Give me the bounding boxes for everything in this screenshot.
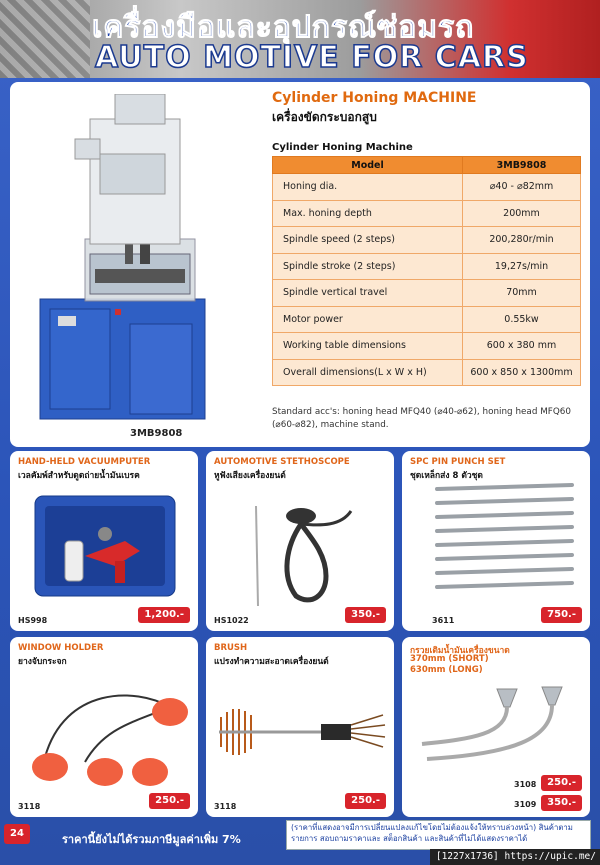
spec-row [273, 306, 581, 333]
vat-note: ราคานี้ยังไม่ได้รวมภาษีมูลค่าเพิ่ม 7% [62, 833, 241, 846]
spec-row [273, 227, 581, 254]
product-card-price: 1,200.- [138, 607, 190, 623]
price-disclaimer: (ราคาที่แสดงอาจมีการเปลี่ยนแปลงแก้ไขโดยไม่ต้องแจ้งให้ทราบล่วงหน้า) สินค้าตามรายการ สอบถามราคาและ สต็อกสินค้า และสินค้าที่ไม่ได้แสดงราคาได้ [286, 820, 591, 850]
spec-header-label: Model [273, 157, 463, 174]
product-card-thai: เวลคัมพ์สำหรับดูดถ่ายน้ำมันเบรค [18, 471, 140, 481]
product-card-title: กรวยเติมน้ำมันเครื่องขนาด [410, 646, 510, 656]
product-card-code: 3118 [214, 802, 237, 811]
product-card-code: 3611 [432, 616, 455, 625]
product-card-price: 250.- [541, 775, 582, 791]
spec-table [272, 156, 581, 386]
product-card-price: 250.- [149, 793, 190, 809]
product-card-brush [206, 637, 394, 817]
spec-value: 19,27s/min [463, 253, 581, 280]
spec-value: 70mm [463, 280, 581, 307]
image-credit: [1227x1736] https://upic.me/ [430, 849, 600, 865]
spec-label: Overall dimensions(L x W x H) [273, 359, 463, 386]
spec-label: Max. honing depth [273, 200, 463, 227]
vacuumputer-image [30, 486, 180, 606]
page-number: 24 [4, 824, 30, 844]
machine-model-code: 3MB9808 [130, 428, 183, 439]
oil-funnel-image [412, 679, 582, 764]
product-card-title: AUTOMOTIVE STETHOSCOPE [214, 457, 350, 467]
product-card-code: 3108 [514, 780, 537, 789]
product-card-window-holder [10, 637, 198, 817]
product-card-title: SPC PIN PUNCH SET [410, 457, 506, 467]
honing-machine-image [30, 94, 220, 424]
spec-row [273, 174, 581, 201]
product-card-code: 3118 [18, 802, 41, 811]
product-card-thai: ชุดเหล็กส่ง 8 ตัวชุด [410, 471, 483, 481]
product-card-stethoscope [206, 451, 394, 631]
product-thai-title: เครื่องขัดกระบอกสูบ [272, 110, 377, 124]
stethoscope-image [226, 486, 376, 611]
product-card-code-2: 3109 [514, 800, 537, 809]
spec-label: Spindle speed (2 steps) [273, 227, 463, 254]
spec-value: 200mm [463, 200, 581, 227]
header-english-title: AUTO MOTIVE FOR CARS [95, 40, 529, 75]
product-card-title: HAND-HELD VACUUMPUTER [18, 457, 151, 467]
product-card-code: HS998 [18, 616, 48, 625]
product-card-price: 250.- [345, 793, 386, 809]
product-title: Cylinder Honing MACHINE [272, 90, 477, 106]
spec-header-value: 3MB9808 [463, 157, 581, 174]
brush-image [211, 697, 389, 767]
product-card-thai: ยางจับกระจก [18, 657, 67, 667]
spec-label: Spindle vertical travel [273, 280, 463, 307]
spec-label: Motor power [273, 306, 463, 333]
standard-accessories-note: Standard acc's: honing head MFQ40 (⌀40-⌀62), honing head MFQ60 (⌀60-⌀82), machine stand. [272, 407, 571, 431]
product-card-price: 350.- [345, 607, 386, 623]
spec-table-title: Cylinder Honing Machine [272, 142, 413, 153]
page-footer [0, 812, 600, 852]
spec-value: 600 x 380 mm [463, 333, 581, 360]
product-card-thai: แปรงทำความสะอาดเครื่องยนต์ [214, 657, 329, 667]
spec-row [273, 359, 581, 386]
spec-value: 200,280r/min [463, 227, 581, 254]
product-card-vacuumputer [10, 451, 198, 631]
spec-header-row [273, 157, 581, 174]
product-card-title: WINDOW HOLDER [18, 643, 104, 653]
spec-row [273, 280, 581, 307]
product-card-price-2: 350.- [541, 795, 582, 811]
product-card-oil-funnel [402, 637, 590, 817]
product-card-title: BRUSH [214, 643, 248, 653]
spec-label: Spindle stroke (2 steps) [273, 253, 463, 280]
spec-row [273, 200, 581, 227]
spec-value: 0.55kw [463, 306, 581, 333]
product-card-code: HS1022 [214, 616, 249, 625]
spec-row [273, 333, 581, 360]
spec-label: Working table dimensions [273, 333, 463, 360]
product-card-size-short: 370mm (SHORT) [410, 654, 489, 664]
page-header [0, 0, 600, 78]
header-thai-title: เครื่องมือและอุปกรณ์ซ่อมรถ [92, 10, 475, 45]
product-card-size-long: 630mm (LONG) [410, 665, 483, 675]
spec-value: 600 x 850 x 1300mm [463, 359, 581, 386]
product-card-pin-punch [402, 451, 590, 631]
window-holder-image [25, 667, 190, 792]
spec-label: Honing dia. [273, 174, 463, 201]
pin-punch-image [422, 481, 582, 601]
header-decoration [0, 0, 90, 78]
main-product-card [10, 82, 590, 447]
product-card-price: 750.- [541, 607, 582, 623]
spec-row [273, 253, 581, 280]
product-card-thai: หูฟังเสียงเครื่องยนต์ [214, 471, 286, 481]
spec-value: ⌀40 - ⌀82mm [463, 174, 581, 201]
